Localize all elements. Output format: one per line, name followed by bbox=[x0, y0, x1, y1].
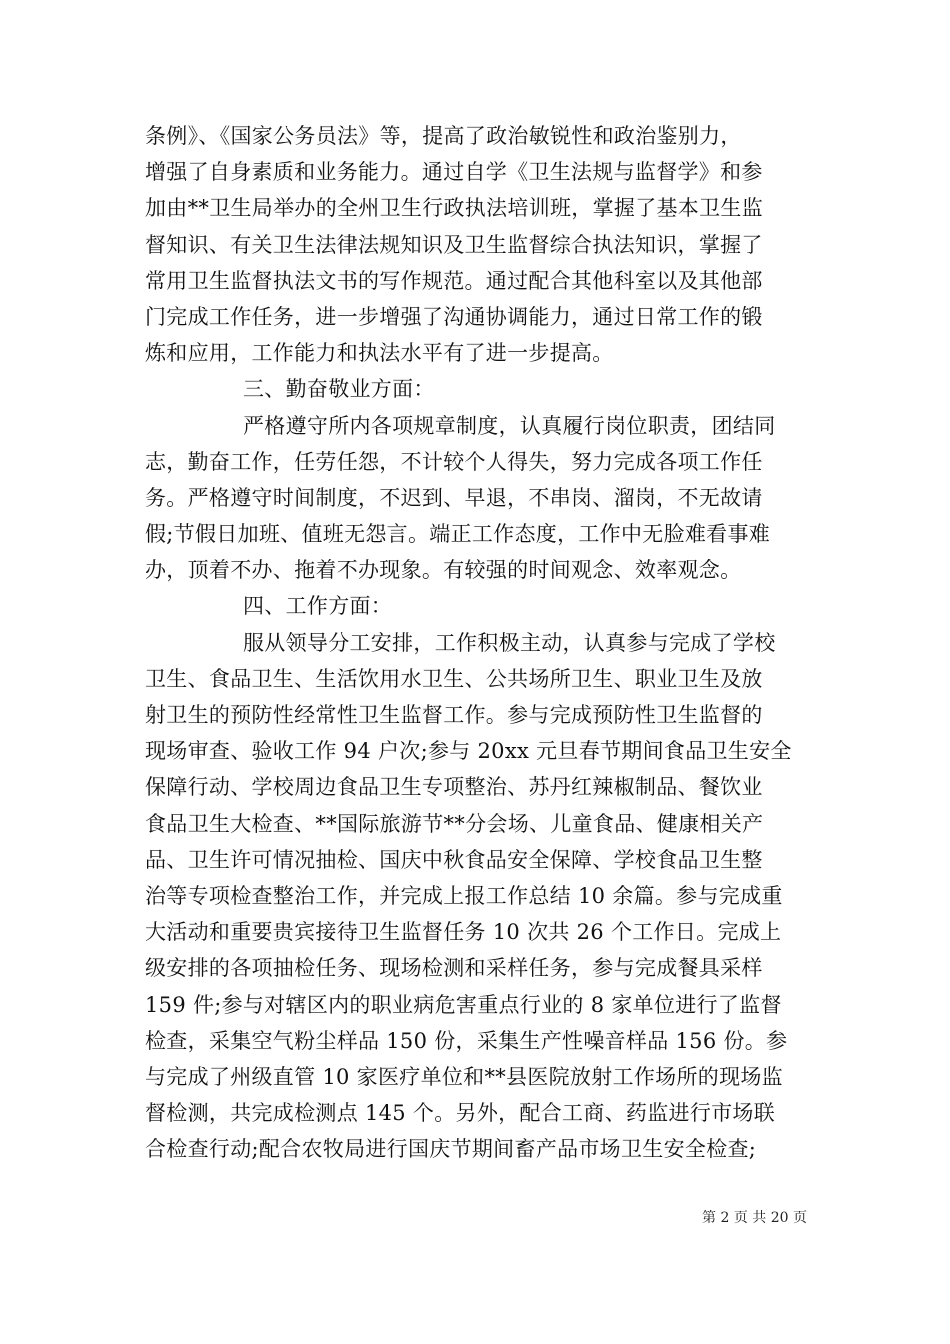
text-line: 严格遵守所内各项规章制度，认真履行岗位职责，团结同 bbox=[243, 413, 776, 438]
text-line: 门完成工作任务，进一步增强了沟通协调能力，通过日常工作的锻 bbox=[145, 304, 763, 329]
section-heading-work: 四、工作方面： bbox=[243, 594, 393, 619]
text-line: 检查，采集空气粉尘样品 150 份，采集生产性噪音样品 156 份。参 bbox=[145, 1028, 788, 1053]
text-line: 卫生、食品卫生、生活饮用水卫生、公共场所卫生、职业卫生及放 bbox=[145, 666, 763, 691]
text-line: 加由**卫生局举办的全州卫生行政执法培训班，掌握了基本卫生监 bbox=[145, 196, 763, 221]
text-line: 射卫生的预防性经常性卫生监督工作。参与完成预防性卫生监督的 bbox=[145, 703, 763, 727]
text-line: 务。严格遵守时间制度，不迟到、早退，不串岗、溜岗，不无故请 bbox=[145, 485, 763, 510]
text-line: 假;节假日加班、值班无怨言。端正工作态度，工作中无脸难看事难 bbox=[145, 522, 771, 547]
text-line: 常用卫生监督执法文书的写作规范。通过配合其他科室以及其他部 bbox=[145, 268, 763, 293]
text-line: 条例》、《国家公务员法》等，提高了政治敏锐性和政治鉴别力， bbox=[145, 124, 742, 148]
text-line: 合检查行动;配合农牧局进行国庆节期间畜产品市场卫生安全检查; bbox=[145, 1137, 757, 1162]
text-line: 增强了自身素质和业务能力。通过自学《卫生法规与监督学》和参 bbox=[145, 160, 763, 185]
text-line: 与完成了州级直管 10 家医疗单位和**县医院放射工作场所的现场监 bbox=[145, 1064, 783, 1089]
text-line: 炼和应用，工作能力和执法水平有了进一步提高。 bbox=[145, 341, 614, 366]
text-line: 品、卫生许可情况抽检、国庆中秋食品安全保障、学校食品卫生整 bbox=[145, 847, 763, 872]
text-line: 治等专项检查整治工作，并完成上报工作总结 10 余篇。参与完成重 bbox=[145, 883, 783, 908]
text-line: 大活动和重要贵宾接待卫生监督任务 10 次共 26 个工作日。完成上 bbox=[145, 920, 782, 945]
text-line: 159 件;参与对辖区内的职业病危害重点行业的 8 家单位进行了监督 bbox=[145, 992, 782, 1017]
text-line: 志，勤奋工作，任劳任怨，不计较个人得失，努力完成各项工作任 bbox=[145, 449, 763, 474]
section-heading-diligence: 三、勤奋敬业方面： bbox=[243, 377, 435, 402]
page-number: 第 2 页 共 20 页 bbox=[702, 1210, 807, 1226]
text-line: 办，顶着不办、拖着不办现象。有较强的时间观念、效率观念。 bbox=[145, 558, 742, 583]
text-line: 保障行动、学校周边食品卫生专项整治、苏丹红辣椒制品、餐饮业 bbox=[145, 775, 763, 800]
text-line: 督检测，共完成检测点 145 个。另外，配合工商、药监进行市场联 bbox=[145, 1101, 776, 1126]
text-line: 食品卫生大检查、**国际旅游节**分会场、儿童食品、健康相关产 bbox=[145, 811, 764, 836]
text-line: 级安排的各项抽检任务、现场检测和采样任务，参与完成餐具采样 bbox=[145, 956, 763, 981]
document-body bbox=[145, 118, 810, 1167]
text-line: 现场审查、验收工作 94 户次;参与 20xx 元旦春节期间食品卫生安全 bbox=[145, 739, 792, 764]
text-line: 服从领导分工安排，工作积极主动，认真参与完成了学校 bbox=[243, 630, 776, 655]
text-line: 督知识、有关卫生法律法规知识及卫生监督综合执法知识，掌握了 bbox=[145, 232, 763, 257]
